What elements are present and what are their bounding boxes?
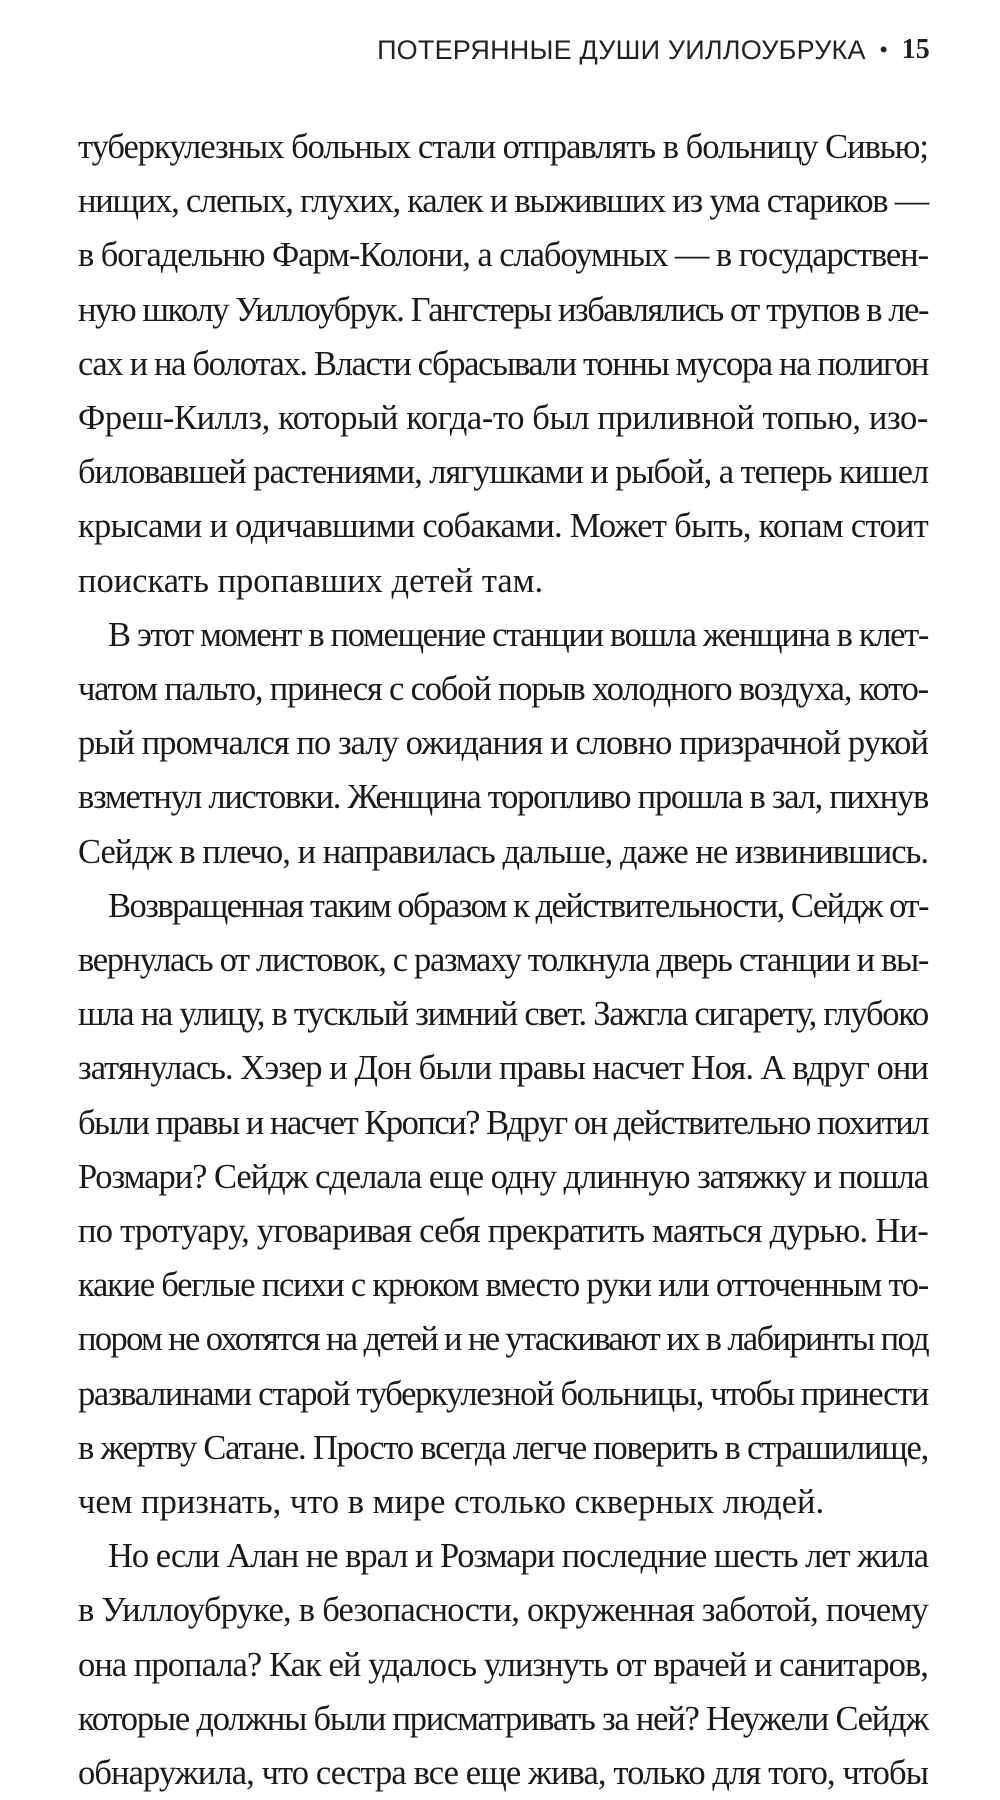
text-line: были правы и насчет Кропси? Вдруг он действительно похитил [78, 1103, 928, 1142]
text-line: нищих, слепых, глухих, калек и выживших из ума стариков — [78, 182, 928, 221]
text-line: Сейдж в плечо, и направилась дальше, даже не извинившись. [78, 832, 928, 871]
text-line: вернулась от листовок, с размаху толкнула дверь станции и вы- [78, 941, 928, 980]
text-line: В этот момент в помещение станции вошла женщина в клет- [108, 615, 928, 654]
text-line: развалинами старой туберкулезной больницы, чтобы принести [78, 1374, 928, 1413]
text-line: крысами и одичавшими собаками. Может быть, копам стоит [78, 507, 928, 546]
text-line: по тротуару, уговаривая себя прекратить маяться дурью. Ни- [78, 1212, 928, 1251]
paragraph [78, 608, 928, 879]
text-line: рый промчался по залу ожидания и словно призрачной рукой [78, 724, 928, 763]
text-line: поискать пропавших детей там. [78, 561, 544, 600]
text-line: Фреш-Киллз, который когда-то был приливной топью, изо- [78, 399, 928, 438]
text-line: сах и на болотах. Власти сбрасывали тонны мусора на полигон [78, 344, 928, 383]
running-header-bullet: • [879, 37, 888, 62]
text-line: которые должны были присматривать за ней? Неужели Сейдж [78, 1699, 928, 1738]
text-line: Но если Алан не врал и Розмари последние шесть лет жила [108, 1537, 928, 1576]
body-text [78, 120, 928, 1800]
running-header [70, 34, 930, 66]
text-line: Возвращенная таким образом к действительности, Сейдж от- [108, 886, 928, 925]
text-line: пором не охотятся на детей и не утаскивают их в лабиринты под [78, 1320, 928, 1359]
text-line: шла на улицу, в тусклый зимний свет. Зажгла сигарету, глубоко [78, 995, 928, 1034]
page-number: 15 [901, 34, 930, 65]
paragraph [78, 120, 928, 608]
text-line: в жертву Сатане. Просто всегда легче поверить в страшилище, [78, 1428, 928, 1467]
text-line: обнаружила, что сестра все еще жива, только для того, чтобы [78, 1754, 928, 1793]
text-line: взметнул листовки. Женщина торопливо прошла в зал, пихнув [78, 778, 928, 817]
text-line: какие беглые психи с крюком вместо руки или отточенным то- [78, 1266, 928, 1305]
paragraph [78, 1529, 928, 1800]
text-line: она пропала? Как ей удалось улизнуть от врачей и санитаров, [78, 1645, 928, 1684]
text-line: биловавшей растениями, лягушками и рыбой, а теперь кишел [78, 453, 928, 492]
text-line: Розмари? Сейдж сделала еще одну длинную затяжку и пошла [78, 1157, 928, 1196]
text-line: ную школу Уиллоубрук. Гангстеры избавлялись от трупов в ле- [78, 290, 928, 329]
running-header-title: ПОТЕРЯННЫЕ ДУШИ УИЛЛОУБРУКА [377, 34, 866, 65]
text-line: туберкулезных больных стали отправлять в больницу Сивью; [78, 128, 928, 166]
text-line: чем признать, что в мире столько скверных людей. [78, 1483, 825, 1522]
text-line: чатом пальто, принеся с собой порыв холодного воздуха, кото- [78, 670, 928, 709]
text-line: в богадельню Фарм-Колони, а слабоумных — в государствен- [78, 236, 928, 275]
text-line: в Уиллоубруке, в безопасности, окруженная заботой, почему [78, 1591, 928, 1630]
text-line: затянулась. Хэзер и Дон были правы насчет Ноя. А вдруг они [78, 1049, 928, 1088]
paragraph [78, 879, 928, 1529]
